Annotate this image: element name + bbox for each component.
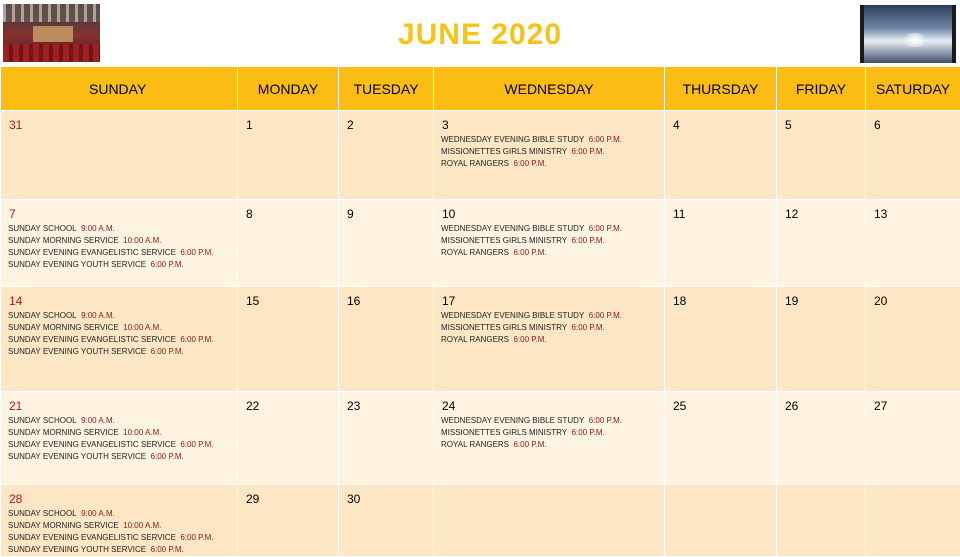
day-cell-sunday[interactable] <box>1 392 238 485</box>
event-name: SUNDAY EVENING YOUTH SERVICE <box>8 260 146 269</box>
day-number: 29 <box>238 485 338 505</box>
event-name: MISSIONETTES GIRLS MINISTRY <box>441 236 567 245</box>
event-name: ROYAL RANGERS <box>441 440 509 449</box>
event-time: 9:00 A.M. <box>81 416 115 425</box>
event-item <box>441 334 664 346</box>
wednesday-event-list <box>434 131 664 170</box>
event-item <box>8 346 237 358</box>
day-cell-sunday[interactable] <box>1 287 238 392</box>
event-name: SUNDAY EVENING YOUTH SERVICE <box>8 545 146 554</box>
day-cell-thursday[interactable] <box>665 392 777 485</box>
day-cell-wednesday[interactable] <box>434 392 665 485</box>
day-cell-monday[interactable] <box>238 111 339 200</box>
event-name: WEDNESDAY EVENING BIBLE STUDY <box>441 311 584 320</box>
event-item <box>8 247 237 259</box>
event-time: 6:00 P.M. <box>151 260 184 269</box>
event-time: 10:00 A.M. <box>123 521 161 530</box>
event-time: 6:00 P.M. <box>589 416 622 425</box>
day-cell-sunday[interactable] <box>1 485 238 557</box>
event-item <box>441 223 664 235</box>
wednesday-event-list <box>434 412 664 451</box>
day-cell-wednesday[interactable] <box>434 485 665 557</box>
day-number: 13 <box>866 200 960 220</box>
day-number: 6 <box>866 111 960 131</box>
week-row <box>1 200 960 287</box>
event-name: SUNDAY EVENING EVANGELISTIC SERVICE <box>8 248 176 257</box>
event-item <box>441 247 664 259</box>
day-number: 14 <box>1 287 237 307</box>
event-time: 9:00 A.M. <box>81 509 115 518</box>
day-number: 3 <box>434 111 664 131</box>
event-time: 6:00 P.M. <box>572 236 605 245</box>
event-time: 6:00 P.M. <box>513 335 546 344</box>
event-time: 6:00 P.M. <box>180 533 213 542</box>
event-item <box>8 427 237 439</box>
event-time: 6:00 P.M. <box>513 440 546 449</box>
day-number: 28 <box>1 485 237 505</box>
event-item <box>8 544 237 556</box>
day-number: 11 <box>665 200 776 220</box>
day-number: 15 <box>238 287 338 307</box>
event-name: SUNDAY EVENING EVANGELISTIC SERVICE <box>8 533 176 542</box>
event-item <box>8 451 237 463</box>
event-time: 10:00 A.M. <box>123 428 161 437</box>
day-cell-friday[interactable] <box>777 111 866 200</box>
day-number: 20 <box>866 287 960 307</box>
day-number: 9 <box>339 200 433 220</box>
event-item <box>441 158 664 170</box>
week-row <box>1 485 960 557</box>
header-monday: MONDAY <box>238 67 339 111</box>
event-name: ROYAL RANGERS <box>441 248 509 257</box>
event-item <box>441 146 664 158</box>
day-cell-tuesday[interactable] <box>339 485 434 557</box>
day-cell-wednesday[interactable] <box>434 111 665 200</box>
event-name: SUNDAY MORNING SERVICE <box>8 521 119 530</box>
event-name: WEDNESDAY EVENING BIBLE STUDY <box>441 135 584 144</box>
day-cell-wednesday[interactable] <box>434 287 665 392</box>
day-number: 1 <box>238 111 338 131</box>
sun-glow <box>900 33 930 47</box>
wednesday-event-list <box>434 307 664 346</box>
day-cell-friday[interactable] <box>777 392 866 485</box>
header-thursday: THURSDAY <box>665 67 777 111</box>
day-number <box>777 485 865 493</box>
event-time: 6:00 P.M. <box>151 452 184 461</box>
day-cell-wednesday[interactable] <box>434 200 665 287</box>
calendar-title: JUNE 2020 <box>380 18 580 52</box>
event-name: MISSIONETTES GIRLS MINISTRY <box>441 147 567 156</box>
event-name: SUNDAY EVENING EVANGELISTIC SERVICE <box>8 440 176 449</box>
event-item <box>441 322 664 334</box>
event-time: 6:00 P.M. <box>572 323 605 332</box>
day-cell-sunday[interactable] <box>1 200 238 287</box>
day-cell-saturday[interactable] <box>866 200 960 287</box>
day-cell-thursday[interactable] <box>665 111 777 200</box>
event-time: 9:00 A.M. <box>81 311 115 320</box>
event-item <box>8 415 237 427</box>
day-number: 27 <box>866 392 960 412</box>
day-number: 22 <box>238 392 338 412</box>
event-time: 6:00 P.M. <box>180 440 213 449</box>
day-cell-friday[interactable] <box>777 200 866 287</box>
day-number: 31 <box>1 111 237 131</box>
day-cell-thursday[interactable] <box>665 200 777 287</box>
church-interior-photo <box>3 4 100 62</box>
stage <box>33 26 73 42</box>
event-time: 6:00 P.M. <box>513 248 546 257</box>
event-name: SUNDAY SCHOOL <box>8 224 77 233</box>
day-number: 7 <box>1 200 237 220</box>
event-item <box>8 439 237 451</box>
event-item <box>8 508 237 520</box>
day-number <box>434 485 664 493</box>
day-cell-monday[interactable] <box>238 485 339 557</box>
day-cell-tuesday[interactable] <box>339 287 434 392</box>
event-time: 6:00 P.M. <box>151 347 184 356</box>
day-cell-tuesday[interactable] <box>339 392 434 485</box>
day-number: 4 <box>665 111 776 131</box>
header-saturday: SATURDAY <box>866 67 960 111</box>
event-item <box>8 235 237 247</box>
header-tuesday: TUESDAY <box>339 67 434 111</box>
event-time: 6:00 P.M. <box>589 224 622 233</box>
ceiling-lights <box>3 4 100 22</box>
event-item <box>441 134 664 146</box>
event-item <box>8 259 237 271</box>
event-time: 9:00 A.M. <box>81 224 115 233</box>
event-item <box>8 520 237 532</box>
day-cell-saturday[interactable] <box>866 485 960 557</box>
event-name: SUNDAY MORNING SERVICE <box>8 236 119 245</box>
day-number: 10 <box>434 200 664 220</box>
sunday-event-list <box>1 505 237 556</box>
event-item <box>8 322 237 334</box>
sky-photo <box>860 5 956 63</box>
day-number: 2 <box>339 111 433 131</box>
day-number <box>665 485 776 493</box>
day-number <box>866 485 960 493</box>
header-friday: FRIDAY <box>777 67 866 111</box>
event-name: SUNDAY MORNING SERVICE <box>8 428 119 437</box>
event-name: ROYAL RANGERS <box>441 335 509 344</box>
day-cell-saturday[interactable] <box>866 287 960 392</box>
event-name: SUNDAY SCHOOL <box>8 416 77 425</box>
day-cell-sunday[interactable] <box>1 111 238 200</box>
day-cell-monday[interactable] <box>238 200 339 287</box>
event-item <box>8 532 237 544</box>
event-name: SUNDAY EVENING YOUTH SERVICE <box>8 347 146 356</box>
day-number: 24 <box>434 392 664 412</box>
event-item <box>441 310 664 322</box>
day-number: 8 <box>238 200 338 220</box>
day-cell-friday[interactable] <box>777 287 866 392</box>
event-name: SUNDAY SCHOOL <box>8 509 77 518</box>
day-number: 18 <box>665 287 776 307</box>
event-name: SUNDAY SCHOOL <box>8 311 77 320</box>
header-wednesday: WEDNESDAY <box>434 67 665 111</box>
day-number: 21 <box>1 392 237 412</box>
event-item <box>8 334 237 346</box>
day-number: 12 <box>777 200 865 220</box>
day-number: 16 <box>339 287 433 307</box>
event-time: 10:00 A.M. <box>123 236 161 245</box>
weekday-header-row <box>1 67 960 111</box>
day-number: 26 <box>777 392 865 412</box>
event-item <box>441 235 664 247</box>
week-row <box>1 111 960 200</box>
event-time: 6:00 P.M. <box>151 545 184 554</box>
event-name: MISSIONETTES GIRLS MINISTRY <box>441 323 567 332</box>
event-item <box>441 415 664 427</box>
event-name: WEDNESDAY EVENING BIBLE STUDY <box>441 224 584 233</box>
pews <box>3 44 100 62</box>
event-time: 10:00 A.M. <box>123 323 161 332</box>
day-cell-tuesday[interactable] <box>339 111 434 200</box>
sunday-event-list <box>1 307 237 358</box>
event-time: 6:00 P.M. <box>180 335 213 344</box>
day-number: 25 <box>665 392 776 412</box>
event-name: MISSIONETTES GIRLS MINISTRY <box>441 428 567 437</box>
event-name: ROYAL RANGERS <box>441 159 509 168</box>
day-number: 30 <box>339 485 433 505</box>
day-cell-thursday[interactable] <box>665 287 777 392</box>
event-time: 6:00 P.M. <box>572 428 605 437</box>
week-row <box>1 287 960 392</box>
event-time: 6:00 P.M. <box>589 311 622 320</box>
event-name: SUNDAY MORNING SERVICE <box>8 323 119 332</box>
event-item <box>8 310 237 322</box>
event-name: SUNDAY EVENING YOUTH SERVICE <box>8 452 146 461</box>
event-name: SUNDAY EVENING EVANGELISTIC SERVICE <box>8 335 176 344</box>
sunday-event-list <box>1 220 237 271</box>
header-sunday: SUNDAY <box>1 67 238 111</box>
day-number: 17 <box>434 287 664 307</box>
event-item <box>441 439 664 451</box>
event-time: 6:00 P.M. <box>572 147 605 156</box>
week-row <box>1 392 960 485</box>
calendar-grid <box>0 66 960 557</box>
sunday-event-list <box>1 412 237 463</box>
day-cell-thursday[interactable] <box>665 485 777 557</box>
day-number: 19 <box>777 287 865 307</box>
day-cell-monday[interactable] <box>238 392 339 485</box>
event-time: 6:00 P.M. <box>589 135 622 144</box>
event-time: 6:00 P.M. <box>180 248 213 257</box>
event-item <box>8 223 237 235</box>
event-time: 6:00 P.M. <box>513 159 546 168</box>
day-cell-saturday[interactable] <box>866 111 960 200</box>
wednesday-event-list <box>434 220 664 259</box>
event-name: WEDNESDAY EVENING BIBLE STUDY <box>441 416 584 425</box>
day-cell-saturday[interactable] <box>866 392 960 485</box>
day-number: 23 <box>339 392 433 412</box>
day-cell-friday[interactable] <box>777 485 866 557</box>
day-number: 5 <box>777 111 865 131</box>
day-cell-monday[interactable] <box>238 287 339 392</box>
day-cell-tuesday[interactable] <box>339 200 434 287</box>
event-item <box>441 427 664 439</box>
